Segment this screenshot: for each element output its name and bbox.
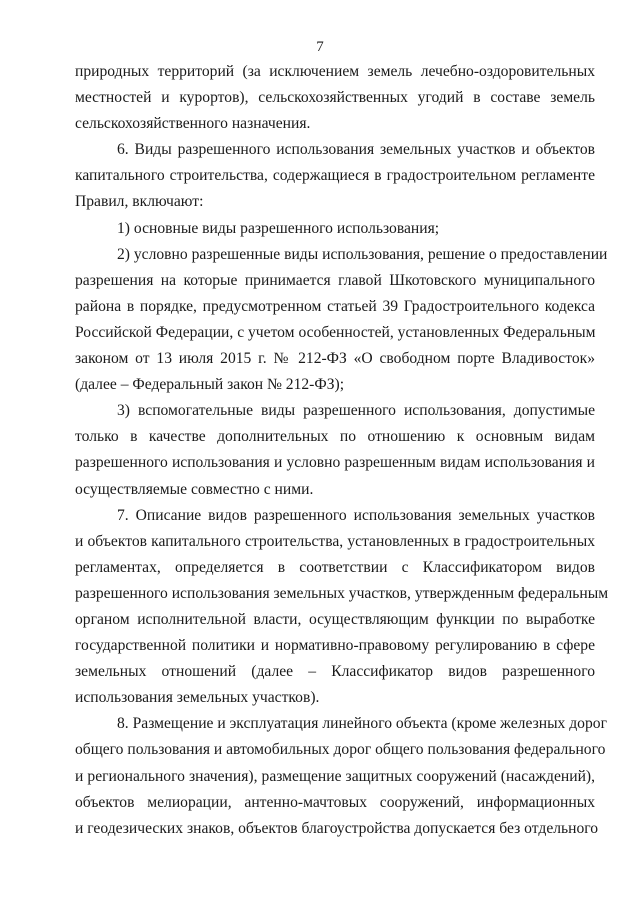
- text-line: только в качестве дополнительных по отношению к основным видам: [75, 428, 595, 446]
- paragraph-item-6-1: [75, 216, 595, 242]
- text-line: 7. Описание видов разрешенного использования земельных участков: [117, 506, 595, 524]
- text-line: 3) вспомогательные виды разрешенного использования, допустимые: [117, 402, 595, 420]
- text-line: разрешенного использования земельных участков, утвержденным федеральным: [75, 584, 609, 602]
- text-line: и объектов капитального строительства, установленных в градостроительных: [75, 532, 595, 550]
- text-line: и геодезических знаков, объектов благоустройства допускается без отдельного: [75, 819, 599, 837]
- text-line: природных территорий (за исключением земель лечебно-оздоровительных: [75, 63, 595, 80]
- paragraph-continuation: [75, 59, 595, 137]
- paragraph-item-6: [75, 137, 595, 215]
- text-line: 6. Виды разрешенного использования земельных участков и объектов: [117, 141, 595, 159]
- text-line: государственной политики и нормативно-правовому регулированию в сфере: [75, 637, 595, 655]
- text-line: разрешения на которые принимается главой Шкотовского муниципального: [75, 271, 595, 289]
- paragraph-item-8: [75, 711, 607, 841]
- text-line: капитального строительства, содержащиеся в градостроительном регламенте: [75, 167, 595, 185]
- paragraph-item-6-2: [75, 242, 608, 399]
- document-body: [75, 59, 609, 842]
- text-line: законом от 13 июля 2015 г. № 212-ФЗ «О свободном порте Владивосток»: [75, 350, 595, 368]
- text-line: сельскохозяйственного назначения.: [75, 115, 311, 133]
- text-line: использования земельных участков).: [75, 689, 320, 707]
- text-line: 1) основные виды разрешенного использования;: [117, 219, 440, 237]
- text-line: разрешенного использования и условно разрешенным видам использования и: [75, 454, 595, 472]
- text-line: общего пользования и автомобильных дорог общего пользования федерального: [75, 741, 606, 759]
- text-line: органом исполнительной власти, осуществляющим функции по выработке: [75, 610, 595, 628]
- text-line: района в порядке, предусмотренном статьей 39 Градостроительного кодекса: [75, 297, 595, 315]
- text-line: 2) условно разрешенные виды использования, решение о предоставлении: [117, 245, 608, 263]
- paragraph-item-7: [75, 503, 609, 712]
- text-line: местностей и курортов), сельскохозяйственных угодий в составе земель: [75, 89, 595, 107]
- text-line: и регионального значения), размещение защитных сооружений (насаждений),: [75, 767, 595, 785]
- text-line: осуществляемые совместно с ними.: [75, 480, 314, 498]
- text-line: Правил, включают:: [75, 193, 204, 211]
- text-line: регламентах, определяется в соответствии с Классификатором видов: [75, 558, 595, 576]
- text-line: 8. Размещение и эксплуатация линейного объекта (кроме железных дорог: [117, 715, 607, 733]
- text-line: (далее – Федеральный закон № 212-ФЗ);: [75, 376, 345, 394]
- paragraph-item-6-3: [75, 398, 595, 502]
- page-number: 7: [316, 39, 324, 55]
- text-line: объектов мелиорации, антенно-мачтовых сооружений, информационных: [75, 793, 595, 811]
- text-line: Российской Федерации, с учетом особенностей, установленных Федеральным: [75, 323, 596, 341]
- text-line: земельных отношений (далее – Классификатор видов разрешенного: [75, 663, 595, 681]
